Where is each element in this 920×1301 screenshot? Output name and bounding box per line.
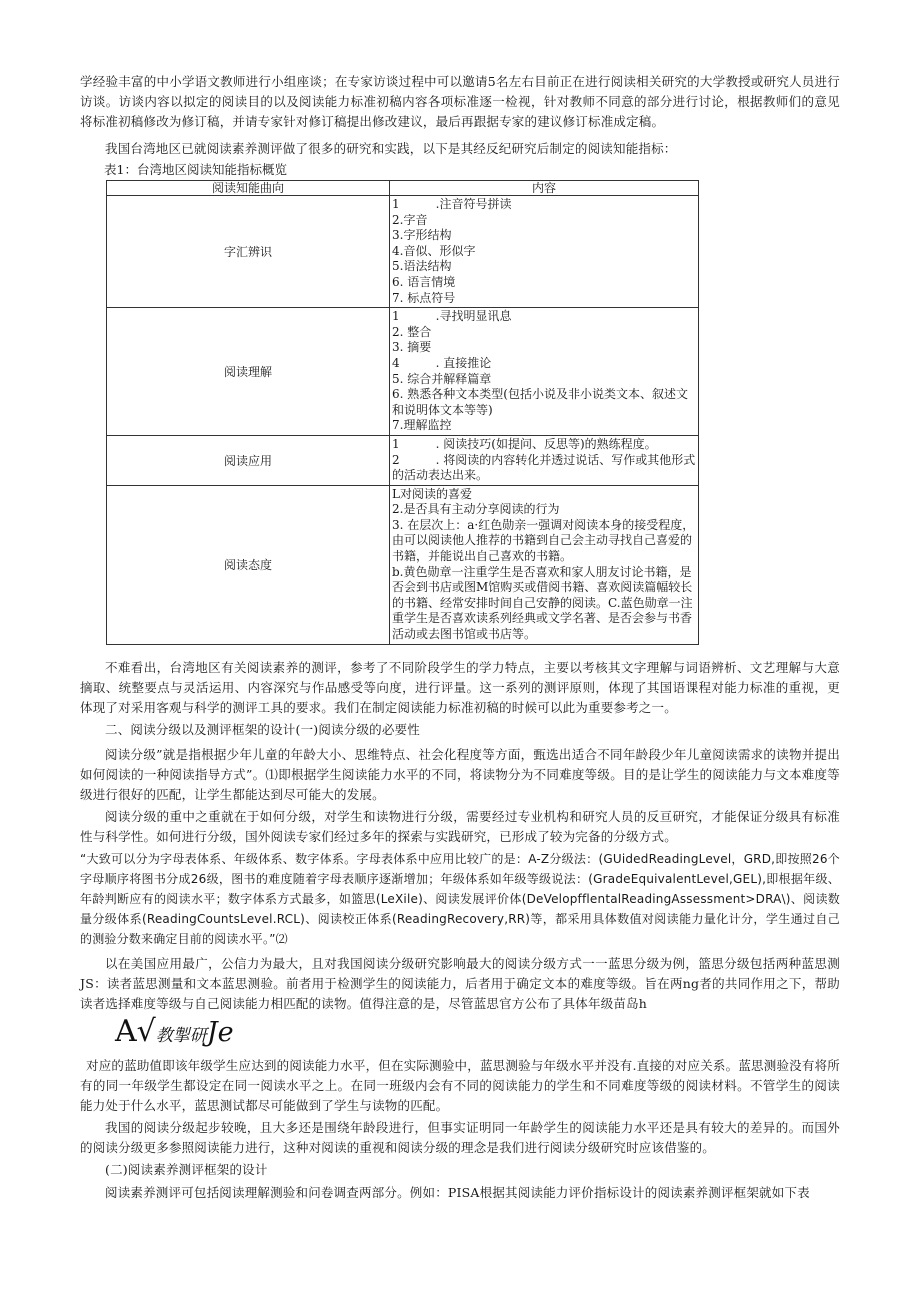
list-item: b.黄色勋章一注重学生是否喜欢和家人朋友讨论书籍，是否会到书店或图M馆购买或借阅书籍、喜欢阅读篇幅较长的书籍、经常安排时间自己安静的阅读。C.蓝色勋章一注重学生是否喜欢读系列经典或文学名著、是否会参与书香活动或去图书馆或书店等。 xyxy=(392,564,693,642)
paragraph-taiwan-summary: 不难看出，台湾地区有关阅读素养的测评，参考了不同阶段学生的学力特点，主要以考核其文字理解与词语辨析、文艺理解与大意摘取、统整要点与灵活运用、内容深究与作品感受等向度，进行评量。这一系列的测评原则，体现了其国语课程对能力标准的重视，更体现了对采用客观与科学的测评工具的要求。我们在制定阅读能力标准初稿的时候可以此为重要参考之一。 xyxy=(80,660,840,715)
list-item: 2 . 将阅读的内容转化并透过说话、写作或其他形式的活动表达出来。 xyxy=(392,452,696,483)
section-heading-3: (二)阅读素养测评框架的设计 xyxy=(105,1162,268,1177)
paragraph-grading-definition: 阅读分级”就是指根据少年儿童的年龄大小、思维特点、社会化程度等方面，甄选出适合不同年龄段少年儿童阅读需求的读物并提出如何阅读的一种阅读指导方式”。⑴即根据学生阅读能力水平的不同，将读物分为不同难度等级。目的是让学生的阅读能力与文本难度等级进行很好的匹配，让学生都能达到尽可能大的发展。 xyxy=(80,747,840,802)
list-item: 6. 熟悉各种文本类型(包括小说及非小说类文本、叙述文和说明体文本等等) xyxy=(392,387,688,417)
list-item: 5. 综合并解释篇章 xyxy=(392,371,492,386)
list-item: 5.语法结构 xyxy=(392,259,452,274)
dimension-cell: 阅读理解 xyxy=(107,308,390,436)
table-header-row xyxy=(107,181,699,196)
dimension-cell: 字汇辨识 xyxy=(107,196,390,308)
logo-text: 教掣研 xyxy=(155,1026,207,1046)
table-row xyxy=(107,485,699,644)
list-item: 2.字音 xyxy=(392,212,428,227)
list-item: 4 . 直接推论 xyxy=(392,355,492,370)
content-cell xyxy=(390,308,699,436)
content-cell xyxy=(390,435,699,485)
header-content: 内容 xyxy=(390,181,699,196)
table-row xyxy=(107,435,699,485)
logo-watermark xyxy=(115,1015,234,1053)
content-cell xyxy=(390,485,699,644)
list-item: 6. 语言情境 xyxy=(392,274,456,289)
list-item: 3.字形结构 xyxy=(392,228,452,243)
list-item: 3. 在层次上：a·红色勋亲一强调对阅读本身的接受程度，由可以阅读他人推荐的书籍到自己会主动寻找自己喜爱的书籍，并能说出自己喜欢的书籍。 xyxy=(392,517,695,564)
list-item: 2.是否具有主动分享阅读的行为 xyxy=(392,502,560,517)
paragraph-grading-systems: “大致可以分为字母表体系、年级体系、数字体系。字母表体系中应用比较广的是：A-Z分级法：(GUidedReadingLevel，GRD,即按照26个字母顺序将图书分成26级，图书的难度随着字母表顺序逐渐增加；年级体系如年级等级说法：(GradeEquivalentLevel,GEL),即根据年级、年龄判断应有的阅读水平；数字体系方式最多，如篮思(LeXile)、阅读发展评价体(DeVelopfflentalReadingAssessment>DRA\)、阅读数量分级体系(ReadingCountsLevel.RCL)、阅读校正体系(ReadingRecovery,RR)等，都采用具体数值对阅读能力量化计分，学生通过自己的测验分数来确定目前的阅读水平。”⑵ xyxy=(80,852,840,946)
paragraph-lexile-intro: 以在美国应用最广，公信力为最大，且对我国阅读分级研究影响最大的阅读分级方式一一蓝思分级为例，篮思分级包括两种蓝思测JS：读者蓝思测量和文本蓝思测验。前者用于检测学生的阅读能力，后者用于确定文本的难度等级。旨在两ng者的共同作用之下，帮助读者选择难度等级与自己阅读能力相匹配的读物。值得注意的是，尽管蓝思官方公布了具体年级苗岛h xyxy=(80,956,840,1011)
list-item: 1 .寻找明显讯息 xyxy=(392,309,512,324)
dimension-cell: 阅读应用 xyxy=(107,435,390,485)
paragraph-grading-importance: 阅读分级的重中之重就在于如何分级，对学生和读物进行分级，需要经过专业机构和研究人员的反亘研究，才能保证分级具有标准性与科学性。如何进行分级，国外阅读专家们经过多年的探索与实践研究，已形成了较为完备的分级方式。 xyxy=(80,809,840,844)
table-row xyxy=(107,196,699,308)
paragraph-taiwan-intro: 我国台湾地区已就阅读素养测评做了很多的研究和实践，以下是其经反纪研究后制定的阅读知能指标： xyxy=(105,141,677,156)
logo-suffix: Je xyxy=(206,1017,234,1048)
content-cell xyxy=(390,196,699,308)
list-item: 7. 标点符号 xyxy=(392,290,456,305)
paragraph-assessment-framework: 阅读素养测评可包括阅读理解测验和问卷调查两部分。例如：PISA根据其阅读能力评价指标设计的阅读素养测评框架就如下表 xyxy=(105,1185,810,1200)
paragraph-interview-method: 学经验丰富的中小学语文教师进行小组座谈；在专家访谈过程中可以邀请5名左右目前正在进行阅读相关研究的大学教授或研究人员进行访谈。访谈内容以拟定的阅读目的以及阅读能力标准初稿内容各项标准逐一检视，针对教师不同意的部分进行讨论，根据教师们的意见将标准初稿修改为修订稿，并请专家针对修订稿提出修改建议，最后再跟据专家的建议修订标准成定稿。 xyxy=(80,74,840,129)
list-item: 4.音似、形似字 xyxy=(392,243,476,258)
logo-letter-a: A xyxy=(115,1014,137,1049)
list-item: 2. 整合 xyxy=(392,324,432,339)
section-heading-2: 二、阅读分级以及测评框架的设计(一)阅读分级的必要性 xyxy=(105,722,420,737)
list-item: 1 .注音符号拼读 xyxy=(392,197,512,211)
dimension-cell: 阅读态度 xyxy=(107,485,390,644)
check-icon: √ xyxy=(136,1014,156,1049)
header-dimension: 阅读知能曲向 xyxy=(107,181,390,196)
paragraph-domestic-grading: 我国的阅读分级起步较晚，且大多还是围绕年龄段进行，但事实证明同一年龄学生的阅读能力水平还是具有较大的差异的。而国外的阅读分级更多参照阅读能力进行，这种对阅读的重视和阅读分级的理念是我们进行阅读分级研究时应该借鉴的。 xyxy=(80,1120,840,1155)
list-item: 1 . 阅读技巧(如提问、反思等)的熟练程度。 xyxy=(392,436,657,451)
list-item: L对阅读的喜爱 xyxy=(392,486,472,501)
table-caption: 表1：台湾地区阅读知能指标概览 xyxy=(104,162,287,177)
table-row xyxy=(107,308,699,436)
reading-indicator-table xyxy=(106,180,699,645)
paragraph-lexile-detail: 对应的蓝助值即该年级学生应达到的阅读能力水平，但在实际测验中，蓝思测验与年级水平并没有.直接的对应关系。蓝思测验没有将所有的同一年级学生都设定在同一阅读水平之上。在同一班级内会有不同的阅读能力的学生和不同难度等级的阅读材料。不管学生的阅读能力处于什么水平，蓝思测试都尽可能做到了学生与读物的匹配。 xyxy=(80,1058,840,1113)
list-item: 3. 摘要 xyxy=(392,340,432,355)
list-item: 7.理解监控 xyxy=(392,418,452,433)
